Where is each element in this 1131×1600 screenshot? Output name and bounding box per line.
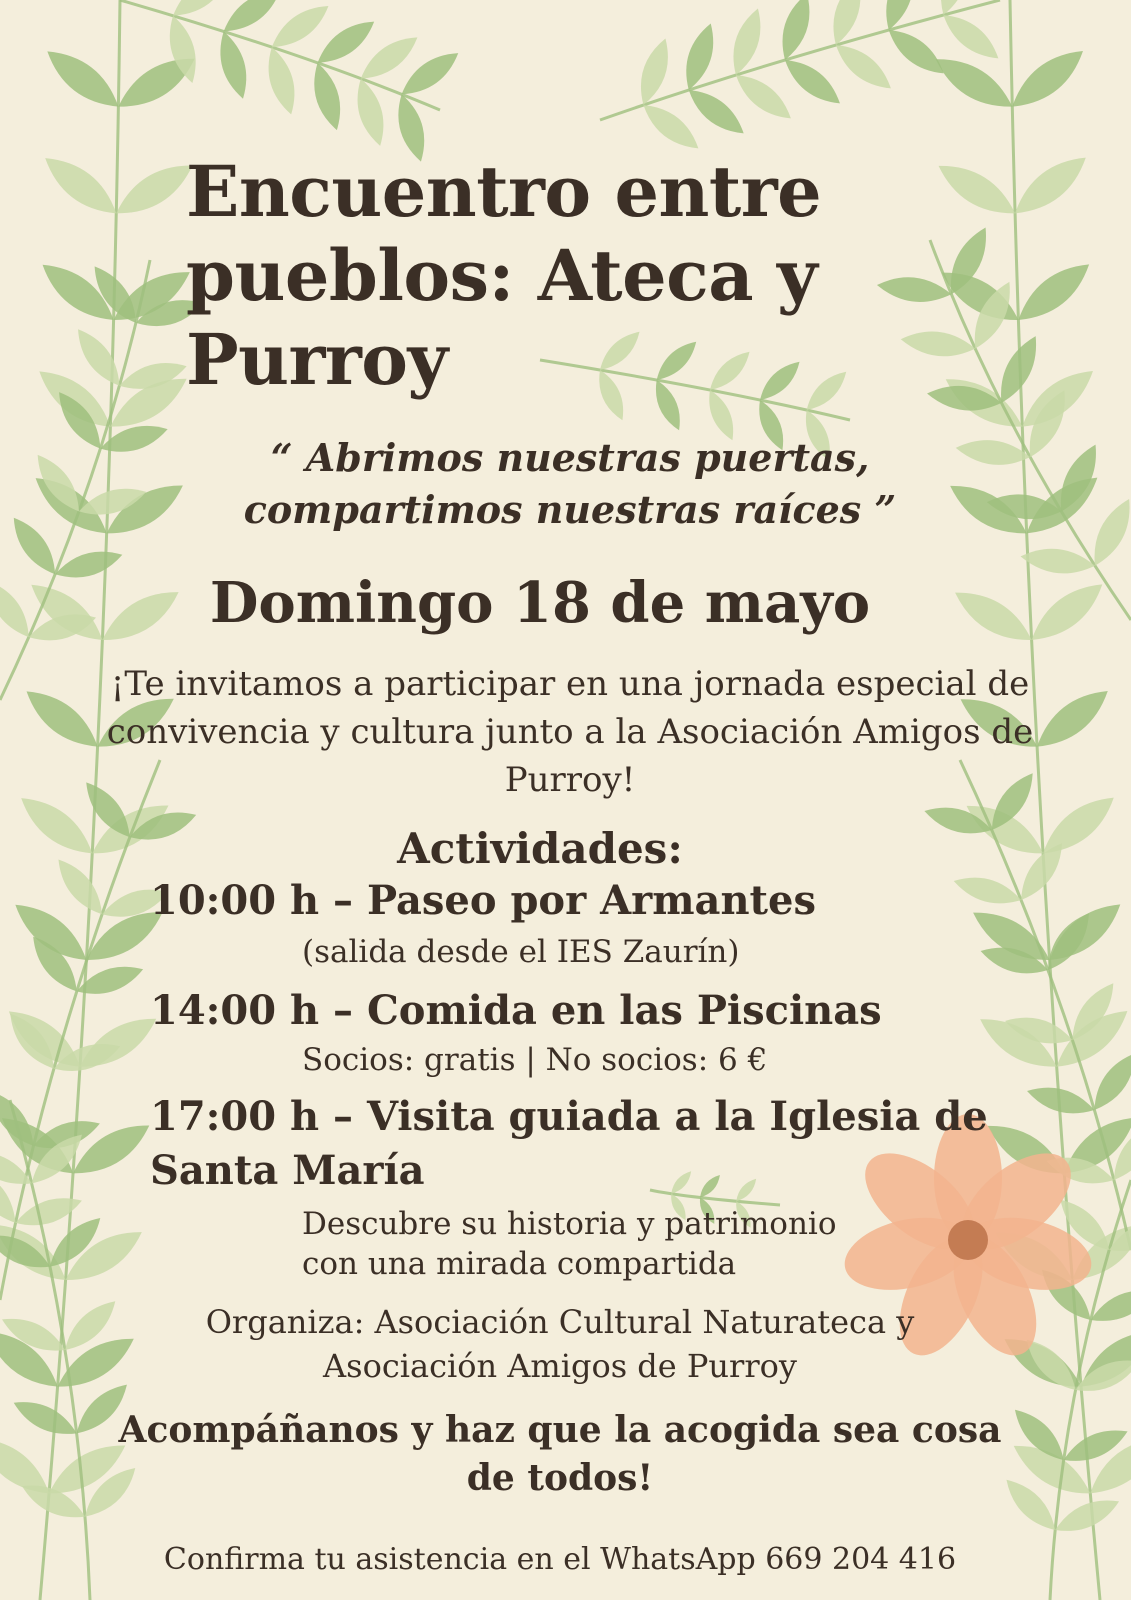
activity-3-title: 17:00 h – Visita guiada a la Iglesia de Santa María xyxy=(150,1093,988,1194)
activity-name: Comida en las Piscinas xyxy=(366,987,882,1034)
event-intro: ¡Te invitamos a participar en una jornada especial de convivencia y cultura junto a la Asociación Amigos de Purroy! xyxy=(106,664,1034,800)
activity-time: 17:00 h xyxy=(150,1093,320,1140)
rsvp-line: Confirma tu asistencia en el WhatsApp 669 204 416 xyxy=(163,1542,957,1577)
activity-time: 14:00 h xyxy=(150,987,320,1034)
leaf-icon xyxy=(9,1393,82,1444)
leaf-icon xyxy=(774,0,817,64)
leaf-icon xyxy=(1006,146,1095,224)
activity-3-detail: Descubre su historia y patrimonio con una mirada compartida xyxy=(302,1206,837,1282)
leaf-icon xyxy=(951,870,1024,911)
leaf-icon xyxy=(39,40,128,118)
leaf-icon xyxy=(12,1190,85,1233)
activity-name: Visita guiada a la Iglesia de Santa María xyxy=(150,1093,988,1194)
poster-title: Encuentro entre pueblos: Ateca y Purroy xyxy=(186,150,822,401)
activity-time: 10:00 h xyxy=(150,877,320,924)
leaf-icon xyxy=(217,0,287,40)
closing-message: Acompáñanos y haz que la acogida sea cosa de todos! xyxy=(118,1409,1002,1499)
activity-1-detail: (salida desde el IES Zaurín) xyxy=(302,934,740,970)
activity-2-detail: Socios: gratis | No socios: 6 € xyxy=(302,1042,768,1078)
leaf-icon xyxy=(18,680,107,758)
organiza-text: Asociación Cultural Naturateca y Asociación Amigos de Purroy xyxy=(323,1303,915,1385)
activity-1-title: 10:00 h – Paseo por Armantes xyxy=(150,877,816,924)
leaf-icon xyxy=(1009,253,1098,331)
leaf-icon xyxy=(1028,680,1117,758)
activity-name: Paseo por Armantes xyxy=(366,877,816,924)
poster-quote: “ Abrimos nuestras puertas, compartimos nuestras raíces ” xyxy=(243,435,897,532)
activities-heading: Actividades: xyxy=(397,824,683,873)
activity-2-title: 14:00 h – Comida en las Piscinas xyxy=(150,987,882,1034)
event-date: Domingo 18 de mayo xyxy=(209,570,871,636)
leaf-icon xyxy=(1003,40,1092,118)
organizers xyxy=(120,1300,1000,1388)
organiza-label: Organiza: xyxy=(205,1303,365,1341)
leaf-icon xyxy=(928,47,1020,119)
leaf-icon xyxy=(36,147,125,225)
leaf-icon xyxy=(1051,1491,1124,1540)
